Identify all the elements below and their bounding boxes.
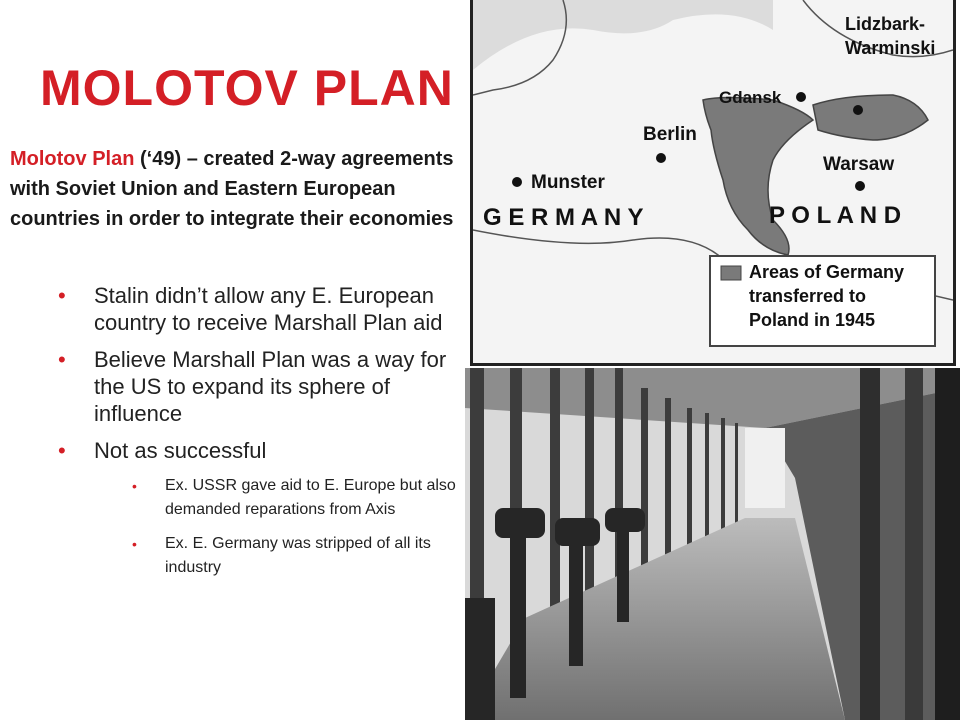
legend-line-3: Poland in 1945 (749, 310, 876, 330)
legend-swatch (721, 266, 741, 280)
city-marker-berlin (656, 153, 666, 163)
bullet-marker: • (132, 478, 137, 494)
city-marker-munster (512, 177, 522, 187)
corridor-photo-graphic (465, 368, 960, 720)
intro-lead: Molotov Plan (10, 148, 135, 170)
intro-text: (‘49) – created 2-way agreements with Soviet Union and Eastern European countries in order to integrate their economies (10, 148, 454, 230)
slide-title: MOLOTOV PLAN (40, 60, 454, 116)
map-label-warminski: Warminski (845, 38, 936, 58)
bullet-text: Stalin didn’t allow any E. European country to receive Marshall Plan aid (94, 283, 443, 335)
map-label-munster: Munster (531, 172, 605, 193)
map-label-lidzbark: Lidzbark- (845, 14, 926, 34)
map-label-gdansk: Gdansk (719, 88, 782, 107)
map-label-berlin: Berlin (643, 124, 697, 145)
map-label-poland: P O L A N D (769, 202, 902, 229)
bullet-text: Believe Marshall Plan was a way for the US to expand its sphere of influence (94, 347, 447, 426)
city-marker-gdansk (796, 92, 806, 102)
bullet-marker: • (132, 536, 137, 552)
bullet-marker: • (58, 438, 66, 463)
bullet-text: Not as successful (94, 438, 267, 463)
bullet-item (0, 282, 470, 336)
bullet-item (0, 346, 470, 427)
bullet-marker: • (58, 347, 66, 372)
map-label-warsaw: Warsaw (823, 154, 895, 175)
legend-line-1: Areas of Germany (749, 262, 905, 282)
bullet-list (0, 282, 470, 590)
bullet-item (0, 437, 470, 464)
city-marker-lidzbark (853, 105, 863, 115)
sub-bullet-item (0, 532, 470, 580)
intro-paragraph (10, 144, 460, 234)
bullet-text: Ex. USSR gave aid to E. Europe but also demanded reparations from Axis (165, 477, 456, 518)
bullet-text: Ex. E. Germany was stripped of all its industry (165, 535, 431, 576)
map-germany-poland (470, 0, 956, 366)
city-marker-warsaw (855, 181, 865, 191)
corridor-photo (465, 368, 960, 720)
bullet-marker: • (58, 283, 66, 308)
transferred-area-east-prussia (813, 95, 928, 140)
map-label-germany: G E R M A N Y (483, 204, 644, 231)
legend-line-2: transferred to (749, 286, 867, 306)
transferred-area-west (703, 98, 813, 256)
sub-bullet-item (0, 474, 470, 522)
